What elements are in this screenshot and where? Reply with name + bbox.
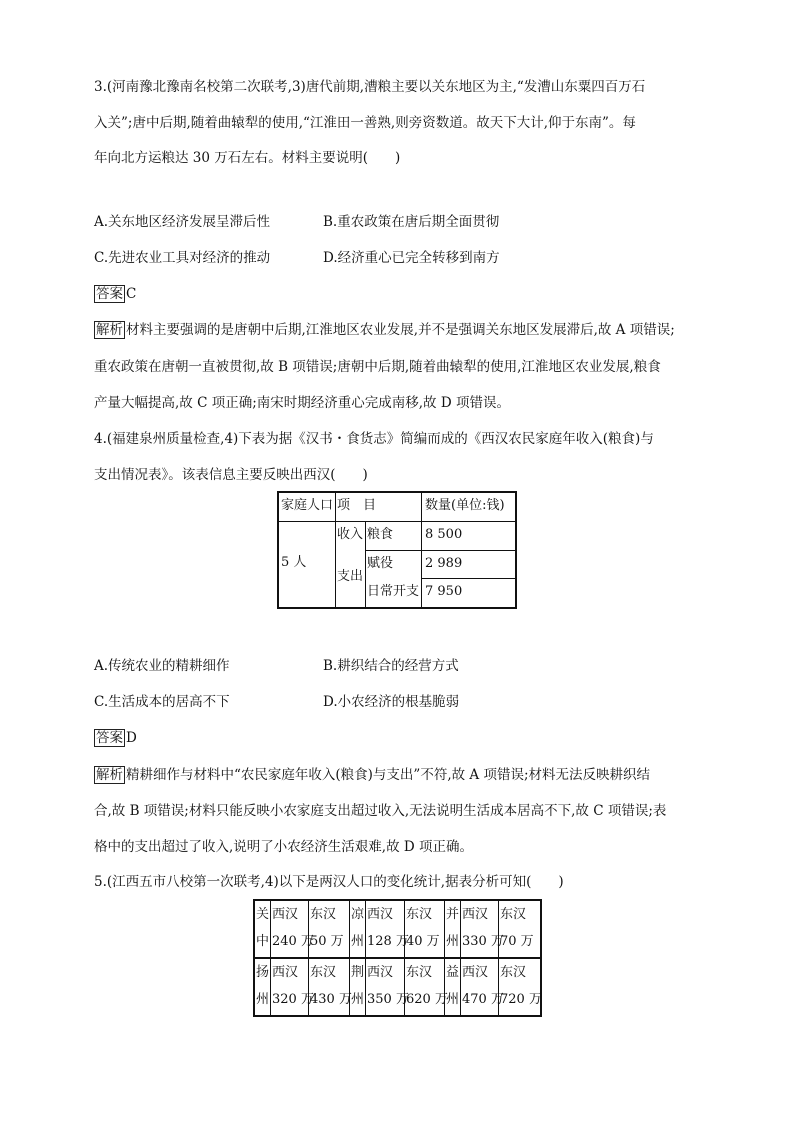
answer-tag: 答案 bbox=[96, 286, 123, 302]
header-east: 东汉 bbox=[500, 965, 527, 980]
cell-tax: 赋役 bbox=[367, 556, 394, 571]
region-char: 州 bbox=[351, 992, 365, 1007]
region-char: 荆 bbox=[351, 965, 365, 980]
cell-population: 5 人 bbox=[281, 555, 307, 570]
analysis-tag: 解析 bbox=[96, 767, 123, 783]
answer-value: D bbox=[126, 730, 137, 746]
q4-analysis-line-3: 格中的支出超过了收入,说明了小农经济生活艰难,故 D 项正确。 bbox=[94, 839, 473, 855]
q4-analysis-line-1 bbox=[94, 766, 650, 784]
cell-west: 470 万 bbox=[462, 992, 504, 1007]
header-west: 西汉 bbox=[367, 907, 394, 922]
income-expense-table bbox=[277, 491, 517, 609]
cell-income: 收入 bbox=[337, 527, 364, 542]
q3-option-c: C.先进农业工具对经济的推动 bbox=[94, 250, 271, 266]
header-east: 东汉 bbox=[310, 907, 337, 922]
header-west: 西汉 bbox=[272, 907, 299, 922]
q4-option-b: B.耕织结合的经营方式 bbox=[323, 658, 459, 674]
header-east: 东汉 bbox=[310, 965, 337, 980]
cell-east: 50 万 bbox=[310, 934, 344, 949]
cell-west: 320 万 bbox=[272, 992, 314, 1007]
q4-answer bbox=[94, 729, 137, 747]
analysis-text: 材料主要强调的是唐朝中后期,江淮地区农业发展,并不是强调关东地区发展滞后,故 A 项错误; bbox=[126, 322, 675, 338]
q5-stem-line-1: 5.(江西五市八校第一次联考,4)以下是两汉人口的变化统计,据表分析可知( ) bbox=[94, 874, 564, 890]
header-amount: 数量(单位:钱) bbox=[425, 498, 505, 513]
region-char: 扬 bbox=[256, 965, 270, 980]
region-char: 中 bbox=[256, 934, 270, 949]
header-west: 西汉 bbox=[462, 965, 489, 980]
header-west: 西汉 bbox=[367, 965, 394, 980]
cell-east: 70 万 bbox=[500, 934, 534, 949]
q3-analysis-line-1 bbox=[94, 321, 675, 339]
header-east: 东汉 bbox=[406, 965, 433, 980]
header-west: 西汉 bbox=[462, 907, 489, 922]
header-population: 家庭人口 bbox=[281, 498, 334, 513]
q4-option-d: D.小农经济的根基脆弱 bbox=[323, 694, 460, 710]
q4-stem-line-2: 支出情况表》。该表信息主要反映出西汉( ) bbox=[94, 467, 368, 483]
analysis-text: 精耕细作与材料中“农民家庭年收入(粮食)与支出”不符,故 A 项错误;材料无法反映耕织结 bbox=[126, 767, 651, 783]
q3-analysis-line-3: 产量大幅提高,故 C 项正确;南宋时期经济重心完成南移,故 D 项错误。 bbox=[94, 395, 510, 411]
q3-option-b: B.重农政策在唐后期全面贯彻 bbox=[323, 214, 500, 230]
region-char: 州 bbox=[446, 992, 460, 1007]
region-char: 并 bbox=[446, 907, 460, 922]
analysis-tag: 解析 bbox=[96, 322, 123, 338]
cell-tax-value: 2 989 bbox=[425, 556, 463, 571]
header-east: 东汉 bbox=[406, 907, 433, 922]
q4-option-c: C.生活成本的居高不下 bbox=[94, 694, 230, 710]
q3-answer bbox=[94, 285, 136, 303]
region-char: 关 bbox=[256, 907, 270, 922]
population-table bbox=[253, 899, 542, 1017]
region-char: 州 bbox=[446, 934, 460, 949]
q4-stem-line-1: 4.(福建泉州质量检查,4)下表为据《汉书・食货志》简编而成的《西汉农民家庭年收入(粮食)与 bbox=[94, 431, 654, 447]
cell-east: 40 万 bbox=[406, 934, 440, 949]
cell-expense: 支出 bbox=[337, 569, 364, 584]
answer-tag: 答案 bbox=[96, 730, 123, 746]
answer-value: C bbox=[126, 286, 137, 302]
q3-analysis-line-2: 重农政策在唐朝一直被贯彻,故 B 项错误;唐朝中后期,随着曲辕犁的使用,江淮地区农业发展,粮食 bbox=[94, 359, 661, 375]
cell-east: 430 万 bbox=[310, 992, 352, 1007]
q3-stem-line-3: 年向北方运粮达 30 万石左右。材料主要说明( ) bbox=[94, 150, 401, 166]
cell-east: 620 万 bbox=[406, 992, 448, 1007]
q4-option-a: A.传统农业的精耕细作 bbox=[94, 658, 230, 674]
q3-stem-line-1: 3.(河南豫北豫南名校第二次联考,3)唐代前期,漕粮主要以关东地区为主,“发漕山东粟四百万石 bbox=[94, 79, 646, 95]
cell-east: 720 万 bbox=[500, 992, 542, 1007]
cell-west: 240 万 bbox=[272, 934, 314, 949]
region-char: 凉 bbox=[351, 907, 365, 922]
cell-west: 128 万 bbox=[367, 934, 409, 949]
cell-west: 330 万 bbox=[462, 934, 504, 949]
q3-stem-line-2: 入关”;唐中后期,随着曲辕犁的使用,“江淮田一善熟,则旁资数道。故天下大计,仰于东南”。每 bbox=[94, 115, 636, 131]
region-char: 州 bbox=[351, 934, 365, 949]
q3-option-a: A.关东地区经济发展呈滞后性 bbox=[94, 214, 271, 230]
region-char: 益 bbox=[446, 965, 460, 980]
q3-option-d: D.经济重心已完全转移到南方 bbox=[323, 250, 500, 266]
cell-grain: 粮食 bbox=[367, 527, 394, 542]
cell-daily: 日常开支 bbox=[367, 584, 420, 599]
q4-analysis-line-2: 合,故 B 项错误;材料只能反映小农家庭支出超过收入,无法说明生活成本居高不下,故 C 项错误;表 bbox=[94, 803, 667, 819]
header-east: 东汉 bbox=[500, 907, 527, 922]
region-char: 州 bbox=[256, 992, 270, 1007]
cell-west: 350 万 bbox=[367, 992, 409, 1007]
cell-daily-value: 7 950 bbox=[425, 584, 463, 599]
cell-grain-value: 8 500 bbox=[425, 527, 463, 542]
header-west: 西汉 bbox=[272, 965, 299, 980]
header-item: 项 目 bbox=[337, 498, 377, 513]
